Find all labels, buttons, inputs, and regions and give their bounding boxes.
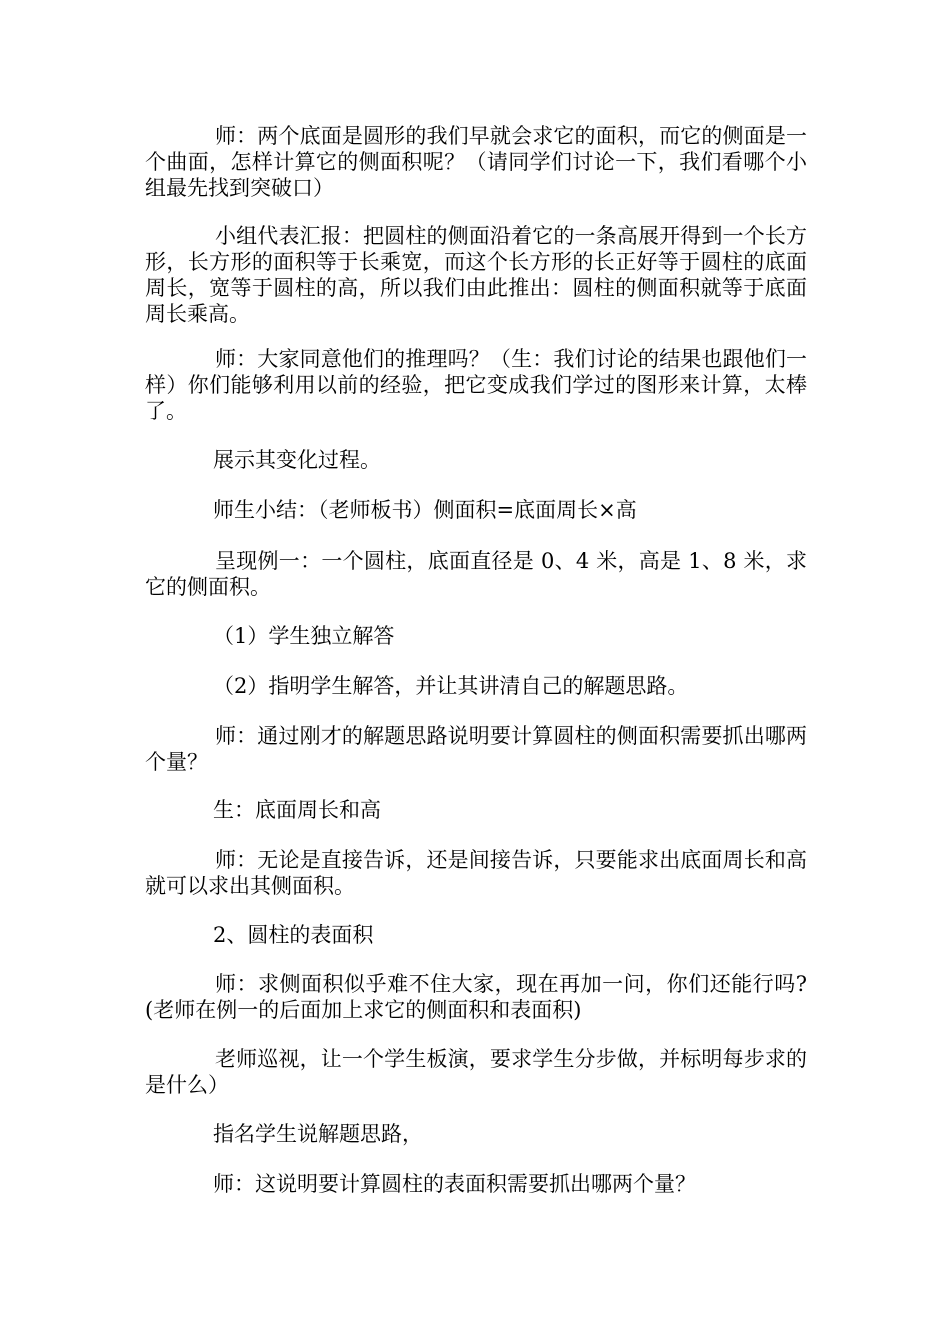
paragraph-11: 师：无论是直接告诉，还是间接告诉，只要能求出底面周长和高就可以求出其侧面积。 xyxy=(145,848,807,898)
paragraph-13: 师：求侧面积似乎难不住大家，现在再加一问，你们还能行吗?(老师在例一的后面加上求它的侧面积和表面积) xyxy=(145,972,807,1022)
paragraph-9: 师：通过刚才的解题思路说明要计算圆柱的侧面积需要抓出哪两个量？ xyxy=(145,724,807,774)
paragraph-2: 小组代表汇报：把圆柱的侧面沿着它的一条高展开得到一个长方形，长方形的面积等于长乘宽，而这个长方形的长正好等于圆柱的底面周长，宽等于圆柱的高，所以我们由此推出：圆柱的侧面积就等于底面周长乘高。 xyxy=(145,224,807,326)
paragraph-6: 呈现例一：一个圆柱，底面直径是 0、4 米，高是 1、8 米，求它的侧面积。 xyxy=(145,549,807,599)
paragraph-8: （2）指明学生解答，并让其讲清自己的解题思路。 xyxy=(213,674,689,698)
paragraph-16: 师：这说明要计算圆柱的表面积需要抓出哪两个量？ xyxy=(213,1172,696,1196)
paragraph-10: 生：底面周长和高 xyxy=(213,798,381,822)
paragraph-1: 师：两个底面是圆形的我们早就会求它的面积，而它的侧面是一个曲面，怎样计算它的侧面积呢？（请同学们讨论一下，我们看哪个小组最先找到突破口） xyxy=(145,124,807,200)
paragraph-15: 指名学生说解题思路， xyxy=(213,1122,423,1146)
paragraph-5: 师生小结：（老师板书）侧面积=底面周长×高 xyxy=(213,498,637,522)
paragraph-12: 2、圆柱的表面积 xyxy=(213,923,374,947)
paragraph-4: 展示其变化过程。 xyxy=(213,448,381,472)
paragraph-3: 师：大家同意他们的推理吗？（生：我们讨论的结果也跟他们一样）你们能够利用以前的经验，把它变成我们学过的图形来计算，太棒了。 xyxy=(145,347,807,423)
paragraph-14: 老师巡视，让一个学生板演，要求学生分步做，并标明每步求的是什么） xyxy=(145,1047,807,1097)
paragraph-7: （1）学生独立解答 xyxy=(213,624,395,648)
